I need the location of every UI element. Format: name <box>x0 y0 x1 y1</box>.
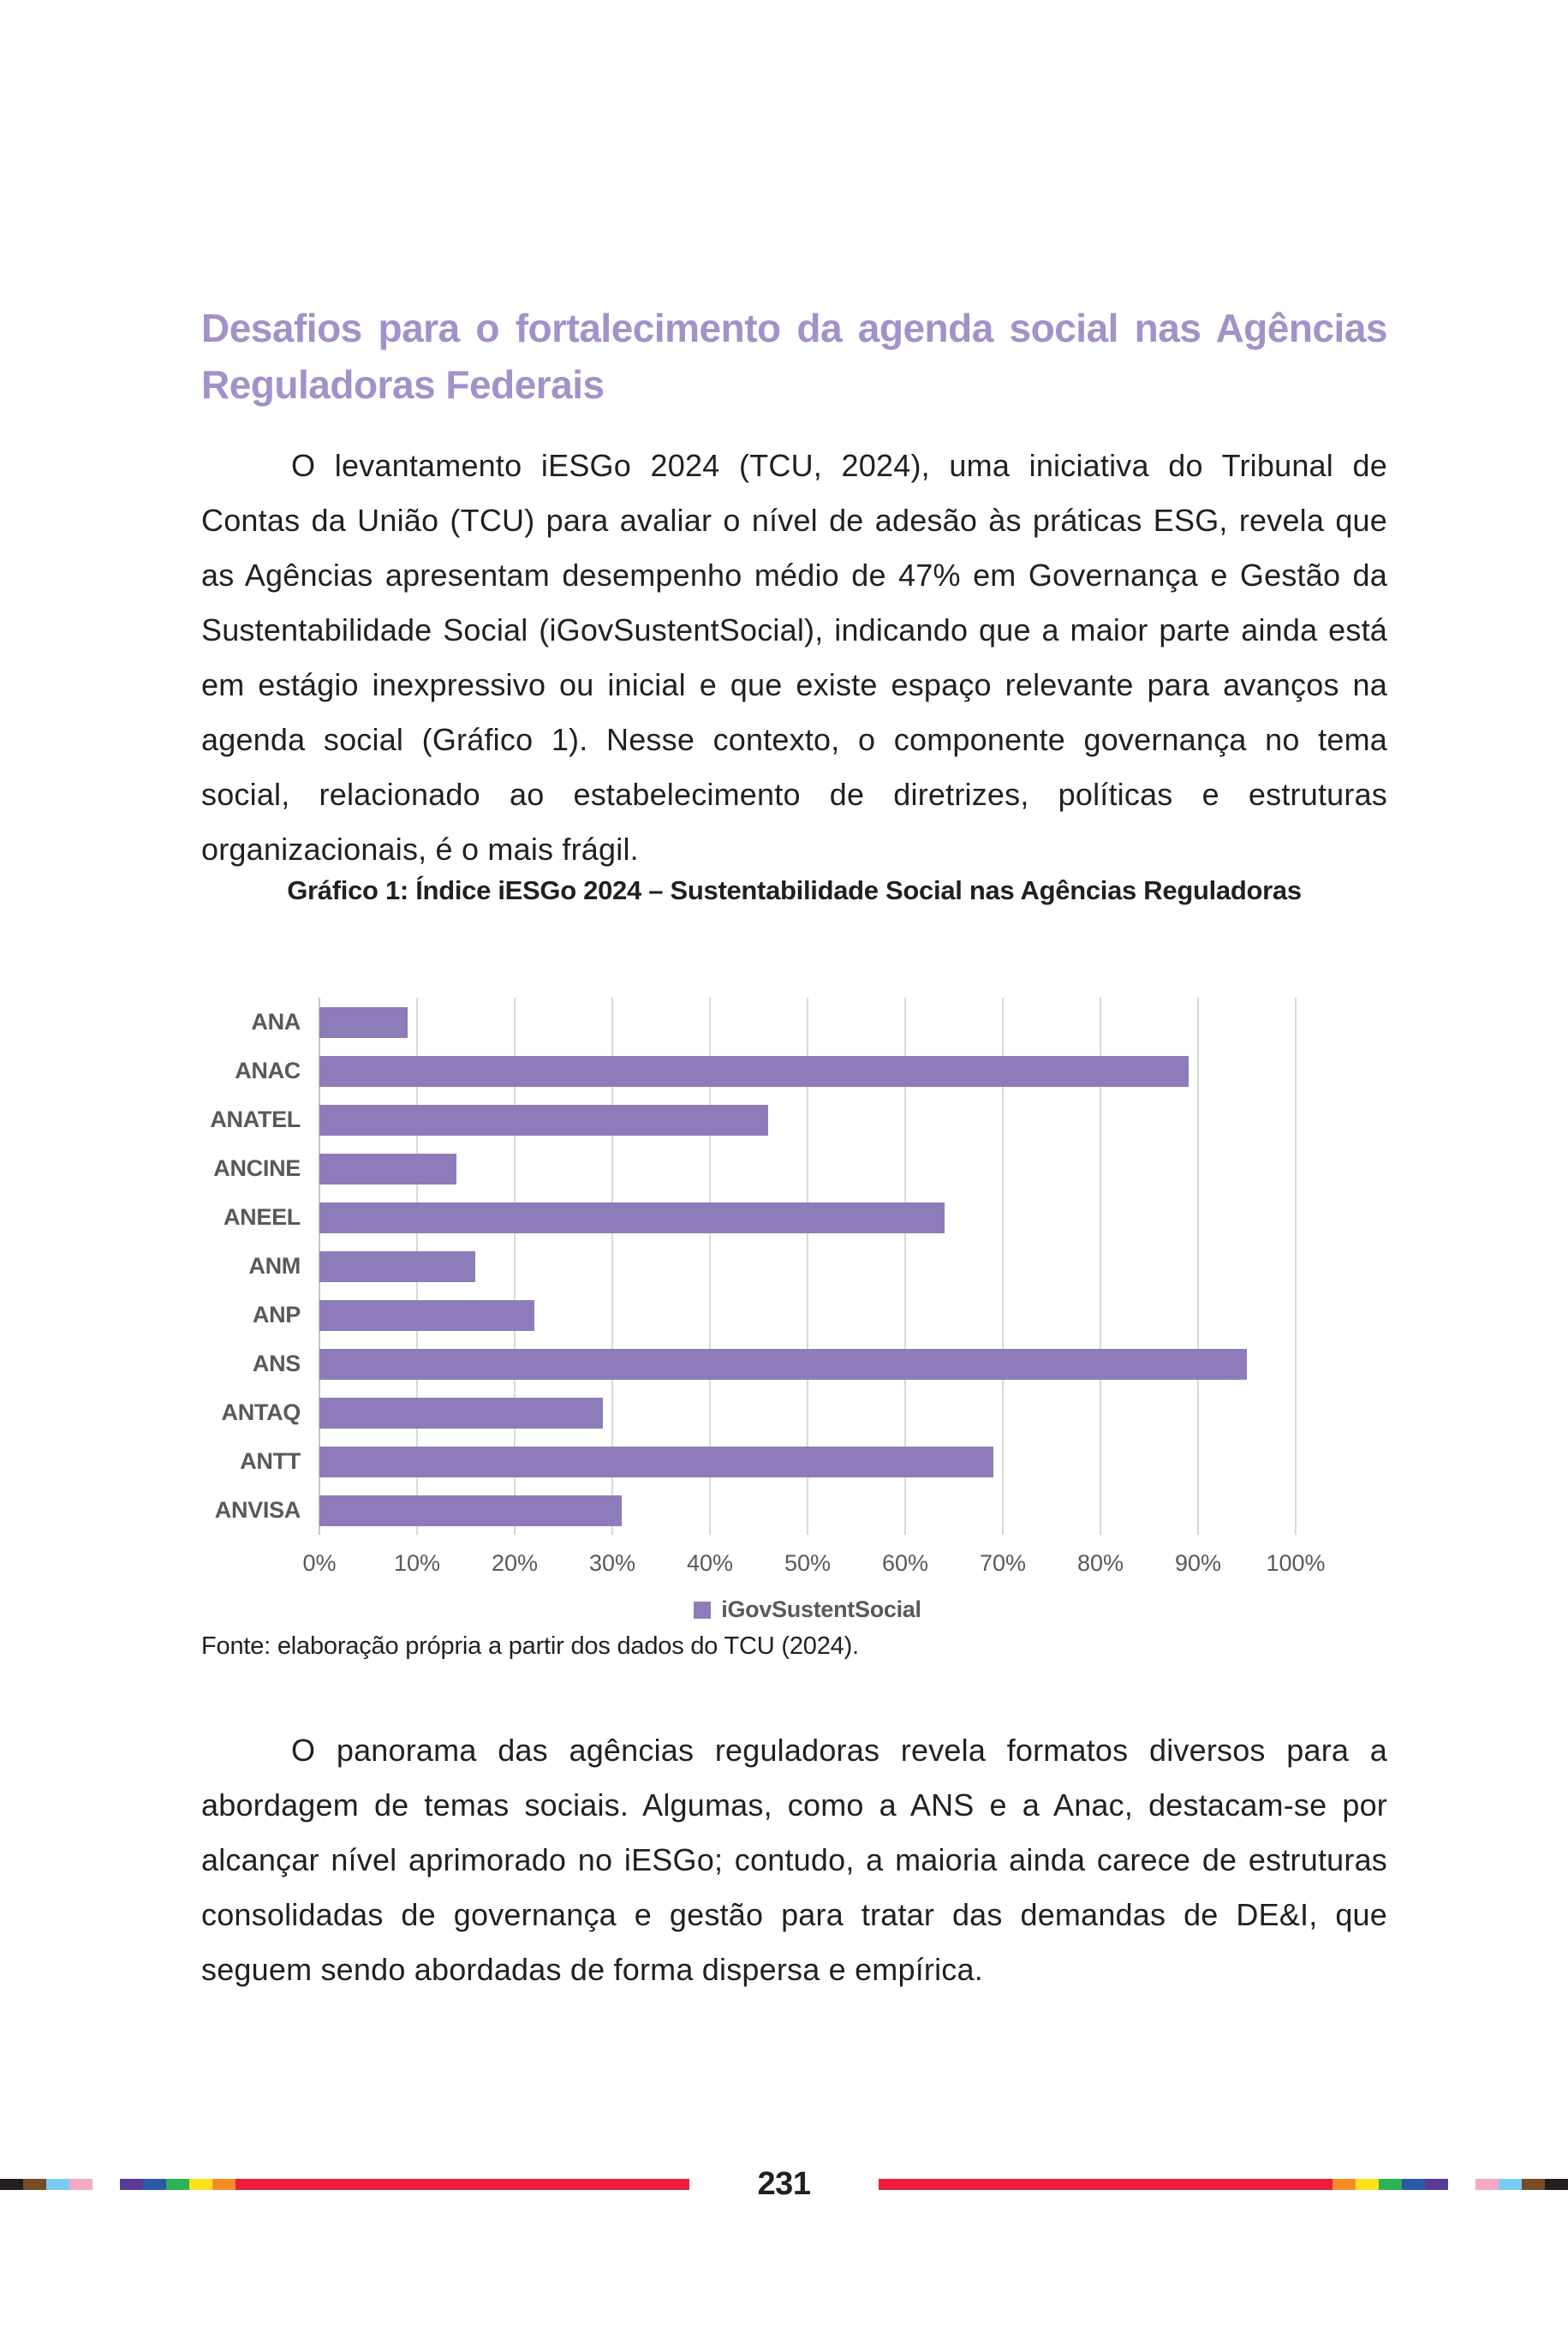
legend-swatch-icon <box>694 1602 711 1619</box>
paragraph-intro: O levantamento iESGo 2024 (TCU, 2024), uma iniciativa do Tribunal de Contas da União (TCU) para avaliar o nível de adesão às práticas ESG, revela que as Agências apresentam desempenho médio de 47% em Governança e Gestão da Sustentabilidade Social (iGovSustentSocial), indicando que a maior parte ainda está em estágio inexpressivo ou inicial e que existe espaço relevante para avanços na agenda social (Gráfico 1). Nesse contexto, o componente governança no tema social, relacionado ao estabelecimento de diretrizes, políticas e estruturas organizacionais, é o mais frágil. <box>201 448 1387 867</box>
chart-row-ans <box>252 1340 1296 1388</box>
chart-plot-area <box>210 998 1296 1535</box>
footer-stripe-blue <box>143 2179 166 2190</box>
bar-anp <box>319 1300 534 1331</box>
x-tick-90: 90% <box>1174 1550 1222 1576</box>
footer-stripe-light-blue <box>46 2179 69 2190</box>
chart-bars <box>210 998 1296 1535</box>
footer-gap-right <box>1448 2179 1476 2190</box>
category-label-antt: ANTT <box>240 1448 301 1474</box>
chart-title: Gráfico 1: Índice iESGo 2024 – Sustentabilidade Social nas Agências Reguladoras <box>287 875 1302 905</box>
category-label-antaq: ANTAQ <box>221 1399 301 1425</box>
legend-label: iGovSustentSocial <box>721 1596 921 1622</box>
chart-row-anvisa <box>214 1486 1296 1535</box>
chart-row-anp <box>252 1291 1296 1340</box>
footer-stripe-orange <box>1333 2179 1356 2190</box>
category-label-anac: ANAC <box>235 1058 301 1083</box>
page-footer <box>0 2165 1568 2203</box>
footer-stripe-yellow <box>189 2179 212 2190</box>
footer-stripe-light-blue <box>1499 2179 1522 2190</box>
bar-ancine <box>319 1154 456 1184</box>
category-label-ans: ANS <box>252 1351 301 1376</box>
footer-stripe-brown <box>1522 2179 1545 2190</box>
x-tick-70: 70% <box>979 1550 1027 1576</box>
chart-row-anac <box>235 1047 1296 1095</box>
igov-sustent-social-chart <box>201 998 1387 1623</box>
bar-ana <box>319 1007 408 1038</box>
bar-anvisa <box>319 1495 622 1526</box>
bar-aneel <box>319 1202 945 1233</box>
source-note: Fonte: elaboração própria a partir dos dados do TCU (2024). <box>201 1632 859 1660</box>
footer-red-bar-left <box>235 2179 689 2190</box>
footer-stripe-green <box>1379 2179 1402 2190</box>
x-tick-50: 50% <box>784 1550 832 1576</box>
category-label-anm: ANM <box>248 1253 301 1279</box>
x-tick-0: 0% <box>302 1550 337 1576</box>
paragraph-panorama: O panorama das agências reguladoras revela formatos diversos para a abordagem de temas sociais. Algumas, como a ANS e a Anac, destacam-se por alcançar nível aprimorado no iESGo; contudo, a maioria ainda carece de estruturas consolidadas de governança e gestão para tratar das demandas de DE&I, que seguem sendo abordadas de forma dispersa e empírica. <box>201 1733 1387 1987</box>
x-tick-40: 40% <box>686 1550 734 1576</box>
chart-legend <box>319 1596 1296 1623</box>
chart-row-ana <box>251 998 1296 1047</box>
footer-stripe-purple <box>120 2179 143 2190</box>
x-tick-80: 80% <box>1076 1550 1124 1576</box>
chart-row-antt <box>240 1437 1296 1486</box>
bar-anm <box>319 1251 475 1282</box>
footer-stripe-pink <box>1476 2179 1499 2190</box>
x-tick-60: 60% <box>881 1550 929 1576</box>
bar-antt <box>319 1447 993 1477</box>
category-label-anvisa: ANVISA <box>214 1497 301 1523</box>
x-tick-10: 10% <box>393 1550 441 1576</box>
chart-row-anm <box>248 1242 1296 1291</box>
footer-gap-left <box>92 2179 120 2190</box>
bar-anac <box>319 1056 1189 1087</box>
category-label-aneel: ANEEL <box>223 1204 301 1230</box>
category-label-anp: ANP <box>252 1302 301 1328</box>
page-title: Desafios para o fortalecimento da agenda social nas Agências Reguladoras Federais <box>201 306 1387 407</box>
footer-stripe-black <box>0 2179 23 2190</box>
x-tick-30: 30% <box>588 1550 636 1576</box>
chart-row-ancine <box>213 1144 1296 1193</box>
category-label-anatel: ANATEL <box>210 1107 301 1132</box>
chart-x-axis <box>302 1540 1326 1584</box>
footer-stripe-brown <box>23 2179 46 2190</box>
chart-row-aneel <box>223 1193 1296 1242</box>
x-tick-100: 100% <box>1266 1550 1326 1576</box>
chart-row-anatel <box>210 1095 1296 1144</box>
footer-red-bar-right <box>879 2179 1333 2190</box>
chart-row-antaq <box>221 1388 1296 1437</box>
footer-stripe-green <box>166 2179 189 2190</box>
footer-stripe-blue <box>1402 2179 1425 2190</box>
footer-stripe-pink <box>69 2179 92 2190</box>
footer-stripe-black <box>1545 2179 1568 2190</box>
category-label-ana: ANA <box>251 1009 301 1035</box>
footer-stripe-purple <box>1425 2179 1448 2190</box>
footer-stripe-yellow <box>1356 2179 1379 2190</box>
bar-ans <box>319 1349 1247 1380</box>
bar-antaq <box>319 1398 603 1429</box>
category-label-ancine: ANCINE <box>213 1155 301 1181</box>
footer-stripe-orange <box>212 2179 235 2190</box>
page-number: 231 <box>757 2165 811 2202</box>
x-tick-20: 20% <box>491 1550 539 1576</box>
bar-anatel <box>319 1105 768 1136</box>
